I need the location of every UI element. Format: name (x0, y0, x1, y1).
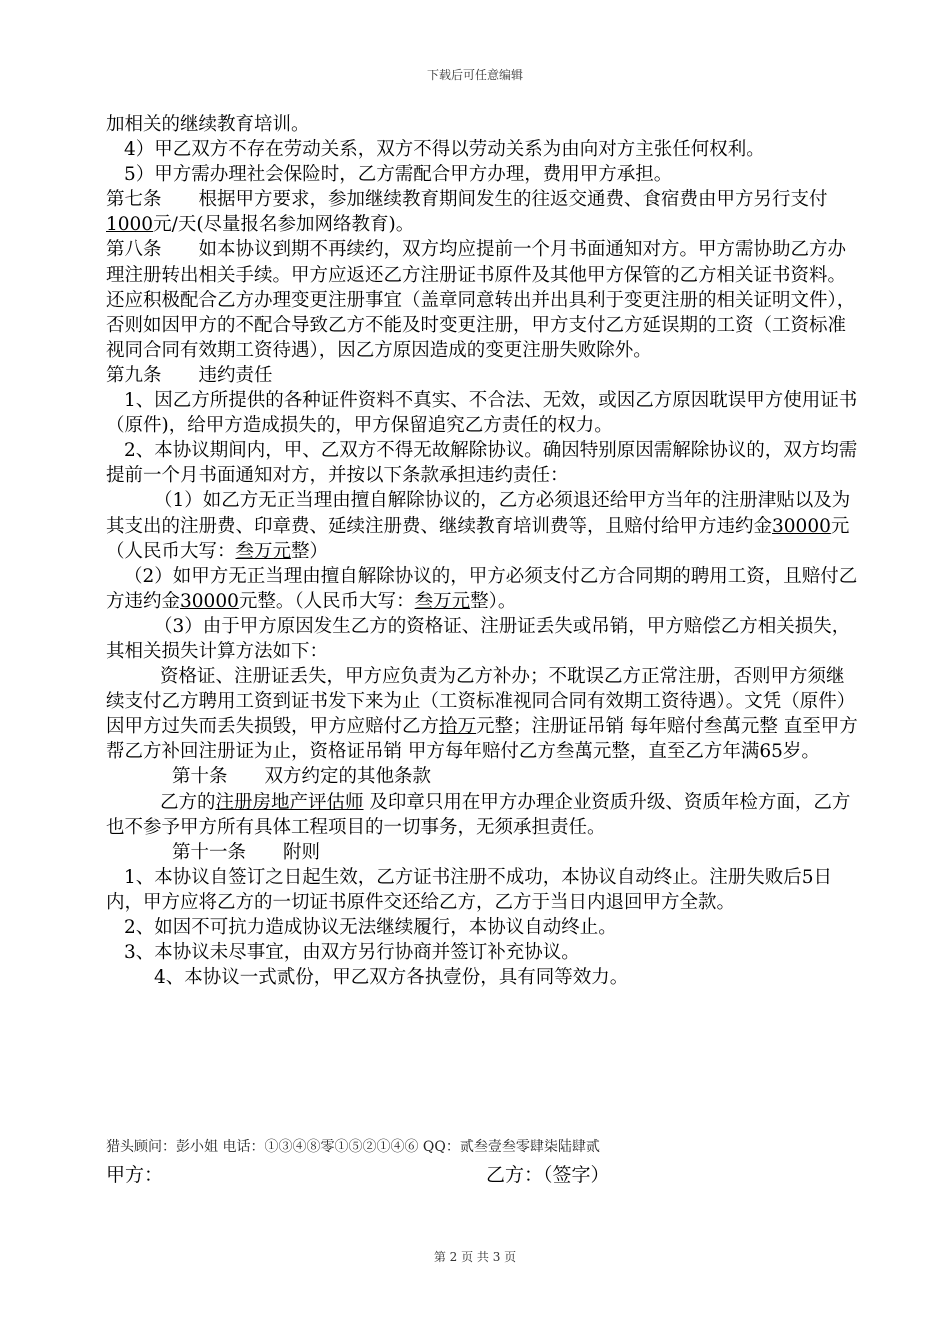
text-run: 元/天(尽量报名参加网络教育)。 (153, 214, 415, 236)
text-run: 乙方的 (160, 791, 216, 813)
text-run: 第九条 违约责任 (106, 364, 273, 386)
text-run: 3、本协议未尽事宜，由双方另行协商并签订补充协议。 (124, 942, 580, 964)
text-run: （1）如乙方无正当理由擅自解除协议的，乙方必须退还给甲方当年的注册津贴以及为其支出的注册费、印章费、延续注册费、继续教育培训费等，且赔付给甲方违约金 (106, 490, 851, 537)
contract-body (106, 112, 858, 990)
text-run: 2、本协议期间内，甲、乙双方不得无故解除协议。确因特别原因需解除协议的，双方均需提前一个月书面通知对方，并按以下条款承担违约责任： (106, 440, 858, 487)
text-run: 及印章只用在甲方办理企业资质升级、资质年检方面，乙方也不参予甲方所有具体工程项目的一切事务，无须承担责任。 (106, 791, 851, 838)
page-number: 第 2 页 共 3 页 (433, 1250, 517, 1264)
text-run: 元整。（人民币大写： (238, 590, 415, 612)
contract-paragraph (106, 237, 858, 362)
contract-paragraph (106, 162, 858, 187)
text-run: 元整；注册证吊销 每年赔付叁萬元整 直至甲方帮乙方补回注册证为止，资格证吊销 甲方每年赔付乙方叁萬元整，直至乙方年满65岁。 (106, 716, 858, 763)
contract-paragraph (106, 764, 858, 789)
contract-paragraph (106, 965, 858, 990)
contract-paragraph (106, 388, 858, 438)
underlined-text: 叁万元 (235, 540, 292, 562)
contract-paragraph (106, 790, 858, 840)
contract-paragraph (106, 187, 858, 237)
text-run: 第十条 双方约定的其他条款 (172, 766, 432, 788)
text-run: 第七条 根据甲方要求，参加继续教育期间发生的往返交通费、食宿费由甲方另行支付 (106, 189, 828, 211)
text-run: 1、本协议自签订之日起生效，乙方证书注册不成功，本协议自动终止。注册失败后5日内，甲方应将乙方的一切证书原件交还给乙方，乙方于当日内退回甲方全款。 (106, 866, 833, 913)
text-run: 整）。 (470, 590, 517, 612)
contract-paragraph (106, 614, 858, 664)
signature-line (106, 1160, 858, 1188)
underlined-text: 拾万 (439, 716, 477, 738)
contact-note: 猎头顾问：彭小姐 电话：①③④⑧零①⑤②①④⑥ QQ：贰叁壹叁零肆柒陆肆贰 (106, 1139, 600, 1155)
underlined-text: 1000 (106, 214, 154, 236)
contract-paragraph (106, 438, 858, 488)
text-run: 元（人民币大写： (106, 515, 850, 562)
contract-paragraph (106, 137, 858, 162)
text-run: 5）甲方需办理社会保险时，乙方需配合甲方办理，费用甲方承担。 (124, 164, 673, 186)
contract-paragraph (106, 664, 858, 764)
contract-paragraph (106, 488, 858, 563)
page-header: 下载后可任意编辑 (426, 68, 523, 82)
underlined-text: 注册房地产评估师 (215, 791, 364, 813)
contract-paragraph (106, 915, 858, 940)
text-run: 整） (291, 540, 329, 562)
underlined-text: 30000 (180, 590, 239, 612)
contract-paragraph (106, 840, 858, 865)
text-run: 4）甲乙双方不存在劳动关系，双方不得以劳动关系为由向对方主张任何权利。 (124, 139, 765, 161)
text-run: （3）由于甲方原因发生乙方的资格证、注册证丢失或吊销，甲方赔偿乙方相关损失，其相关损失计算方法如下： (106, 615, 851, 662)
underlined-text: 30000 (772, 515, 831, 537)
text-run: 4、本协议一式贰份，甲乙双方各执壹份，具有同等效力。 (154, 967, 629, 989)
text-run: 第八条 如本协议到期不再续约，双方均应提前一个月书面通知对方。甲方需协助乙方办理注册转出相关手续。甲方应返还乙方注册证书原件及其他甲方保管的乙方相关证书资料。还应积极配合乙方办理变更注册事宜（盖章同意转出并出具利于变更注册的相关证明文件），否则如因甲方的不配合导致乙方不能及时变更注册，甲方支付乙方延误期的工资（工资标准视同合同有效期工资待遇），因乙方原因造成的变更注册失败除外。 (106, 239, 856, 361)
text-run: 1、因乙方所提供的各种证件资料不真实、不合法、无效，或因乙方原因耽误甲方使用证书（原件)，给甲方造成损失的，甲方保留追究乙方责任的权力。 (106, 390, 858, 437)
text-run: 第十一条 附则 (172, 841, 321, 863)
text-run: 加相关的继续教育培训。 (106, 114, 310, 135)
underlined-text: 叁万元 (414, 590, 471, 612)
party-b-label: 乙方：（签字） (486, 1164, 610, 1186)
contract-paragraph (106, 865, 858, 915)
contract-paragraph (106, 564, 858, 614)
text-run: 2、如因不可抗力造成协议无法继续履行，本协议自动终止。 (124, 917, 617, 938)
text-run: （2）如甲方无正当理由擅自解除协议的，甲方必须支付乙方合同期的聘用工资，且赔付乙方违约金 (106, 565, 858, 612)
contract-paragraph (106, 112, 858, 137)
contract-paragraph (106, 363, 858, 388)
party-a-label: 甲方： (106, 1164, 164, 1186)
text-run: 资格证、注册证丢失，甲方应负责为乙方补办；不耽误乙方正常注册，否则甲方须继续支付乙方聘用工资到证书发下来为止（工资标准视同合同有效期工资待遇）。文凭（原件）因甲方过失而丢失损毁，甲方应赔付乙方 (106, 666, 856, 738)
contract-paragraph (106, 940, 858, 965)
